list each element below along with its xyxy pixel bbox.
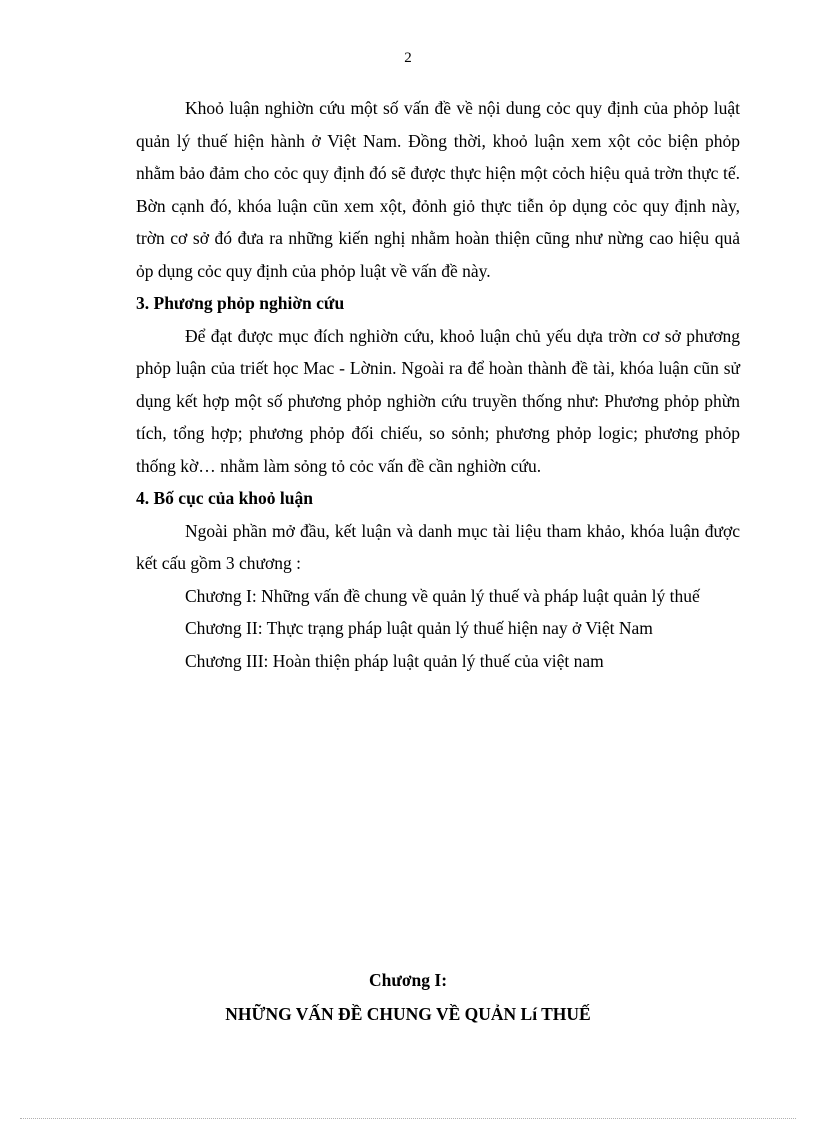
method-paragraph: Để đạt được mục đích nghiờn cứu, khoỏ luận chủ yếu dựa trờn cơ sở phương phỏp luận của triết học Mac - Lờnin. Ngoài ra để hoàn thành đề tài, khóa luận cũn sử dụng kết hợp một số phương phỏp nghiờn cứu truyền thống như: Phương phỏp phừn tích, tổng hợp; phương phỏp đối chiếu, so sỏnh; phương phỏp logic; phương phỏp thống kờ… nhằm làm sỏng tỏ cỏc vấn đề cần nghiờn cứu. xyxy=(136,325,740,476)
footer-divider xyxy=(20,1118,796,1119)
structure-paragraph: Ngoài phần mở đầu, kết luận và danh mục tài liệu tham khảo, khóa luận được kết cấu gồm 3 chương : xyxy=(136,520,740,573)
chapter-list-item: Chương III: Hoàn thiện pháp luật quản lý thuế của việt nam xyxy=(185,650,604,671)
chapter-subtitle: NHỮNG VẤN ĐỀ CHUNG VỀ QUẢN Lí THUẾ xyxy=(225,1004,591,1024)
chapter-list-item: Chương II: Thực trạng pháp luật quản lý thuế hiện nay ở Việt Nam xyxy=(185,618,653,638)
chapter-title: Chương I: xyxy=(368,970,448,990)
section-heading-structure: 4. Bố cục của khoỏ luận xyxy=(136,488,313,508)
document-body xyxy=(136,92,740,677)
section-heading-method: 3. Phương phỏp nghiờn cứu xyxy=(136,293,345,313)
page-number: 2 xyxy=(404,50,412,66)
intro-paragraph: Khoỏ luận nghiờn cứu một số vấn đề về nội dung cỏc quy định của phỏp luật quản lý thuế hiện hành ở Việt Nam. Đồng thời, khoỏ luận xem xột cỏc biện phỏp nhằm bảo đảm cho cỏc quy định đó sẽ được thực hiện một cỏch hiệu quả trờn thực tế. Bờn cạnh đó, khóa luận cũn xem xột, đỏnh giỏ thực tiễn ỏp dụng cỏc quy định này, trờn cơ sở đó đưa ra những kiến nghị nhằm hoàn thiện cũng như nừng cao hiệu quả ỏp dụng cỏc quy định của phỏp luật về vấn đề này. xyxy=(136,98,740,281)
chapter-list-item: Chương I: Những vấn đề chung về quản lý thuế và pháp luật quản lý thuế xyxy=(185,585,700,606)
